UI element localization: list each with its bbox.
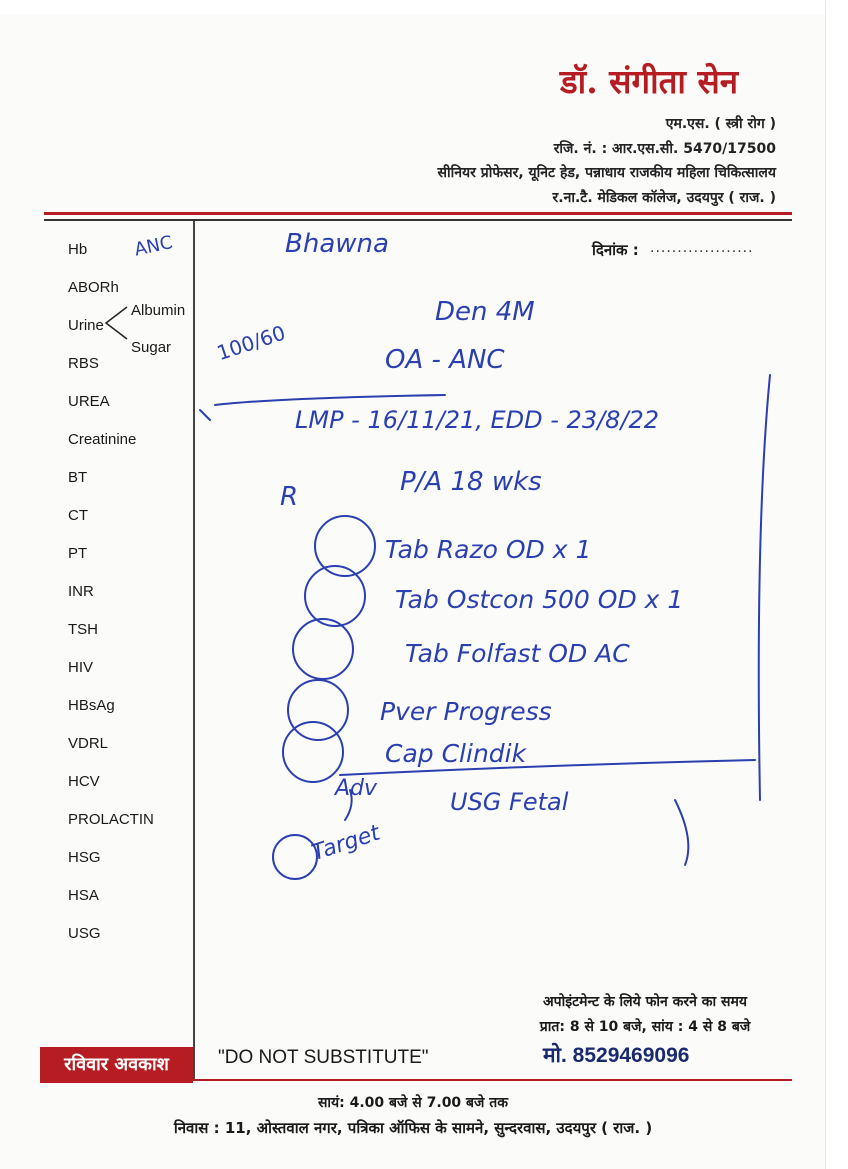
ink-rx-symbol: R xyxy=(280,482,299,512)
ink-advice: Adv xyxy=(335,776,378,801)
ink-rx-item: Pver Progress xyxy=(380,697,552,726)
registration-number: रजि. नं. : आर.एस.सी. 5470/17500 xyxy=(553,141,776,157)
ink-line-1: Den 4M xyxy=(435,297,535,327)
doctor-name: डॉ. संगीता सेन xyxy=(560,62,739,101)
test-item: ABORh xyxy=(68,279,119,296)
test-item: Urine xyxy=(68,317,104,334)
ink-rx-item: Tab Folfast OD AC xyxy=(405,639,630,668)
ink-rx-item: Tab Razo OD x 1 xyxy=(385,535,592,564)
ink-line-4: P/A 18 wks xyxy=(400,467,542,497)
test-item: VDRL xyxy=(68,735,109,752)
test-item: PT xyxy=(68,545,88,562)
test-item: HIV xyxy=(68,659,94,676)
test-item: CT xyxy=(68,507,88,524)
test-item: BT xyxy=(68,469,88,486)
doctor-position: सीनियर प्रोफेसर, यूनिट हेड, पन्नाधाय राजकीय महिला चिकित्सालय xyxy=(437,165,776,181)
test-item: UREA xyxy=(68,393,110,410)
ink-stroke xyxy=(675,800,688,865)
test-item: USG xyxy=(68,925,101,942)
sunday-closed-badge: रविवार अवकाश xyxy=(40,1047,193,1083)
date-dotted-line: ................... xyxy=(650,240,754,256)
scan-top-edge xyxy=(0,0,848,14)
urine-sugar-label: Sugar xyxy=(131,339,172,356)
mobile-number: मो. 8529469096 xyxy=(543,1044,690,1067)
evening-timing: सायं: 4.00 बजे से 7.00 बजे तक xyxy=(317,1095,509,1111)
test-item: INR xyxy=(68,583,94,600)
college-name: र.ना.टै. मेडिकल कॉलेज, उदयपुर ( राज. ) xyxy=(552,190,776,206)
appointment-timing-title: अपोइंटमेन्ट के लिये फोन करने का समय xyxy=(542,994,748,1010)
test-item: TSH xyxy=(68,621,98,638)
date-label: दिनांक : xyxy=(592,241,639,259)
ink-rx-item: Cap Clindik xyxy=(385,739,527,768)
ink-stroke xyxy=(200,410,210,420)
do-not-substitute-note: "DO NOT SUBSTITUTE" xyxy=(218,1047,429,1068)
appointment-hours: प्रात: 8 से 10 बजे, सांय : 4 से 8 बजे xyxy=(539,1019,751,1035)
urine-bracket xyxy=(103,305,129,341)
rx-item-3-circle xyxy=(293,619,353,679)
footer-divider xyxy=(40,1079,792,1081)
test-item: PROLACTIN xyxy=(68,811,154,828)
ink-stroke xyxy=(759,375,770,800)
urine-albumin-label: Albumin xyxy=(131,302,186,319)
ink-stroke xyxy=(215,395,445,405)
doctor-degree: एम.एस. ( स्त्री रोग ) xyxy=(665,116,776,132)
test-item: HSG xyxy=(68,849,101,866)
rx-item-5-circle xyxy=(283,722,343,782)
ink-patient-name: Bhawna xyxy=(285,229,389,259)
test-item: HCV xyxy=(68,773,100,790)
ink-rx-item: Tab Ostcon 500 OD x 1 xyxy=(395,585,684,614)
scan-right-edge xyxy=(825,0,848,1169)
test-item: Hb xyxy=(68,241,88,258)
residence-address: निवास : 11, ओस्तवाल नगर, पत्रिका ऑफिस के सामने, सुन्दरवास, उदयपुर ( राज. ) xyxy=(173,1119,653,1137)
test-item: HBsAg xyxy=(68,697,115,714)
ink-line-3: LMP - 16/11/21, EDD - 23/8/22 xyxy=(295,406,660,434)
ink-usg: USG Fetal xyxy=(450,788,569,816)
ink-line-2: OA - ANC xyxy=(385,345,505,375)
ink-target: Target xyxy=(308,820,384,867)
test-item: RBS xyxy=(68,355,99,372)
test-item: HSA xyxy=(68,887,99,904)
ink-bp: 100/60 xyxy=(213,320,289,366)
test-item: Creatinine xyxy=(68,431,137,448)
ink-margin-note: ANC xyxy=(132,232,175,261)
rx-item-4-circle xyxy=(288,680,348,740)
